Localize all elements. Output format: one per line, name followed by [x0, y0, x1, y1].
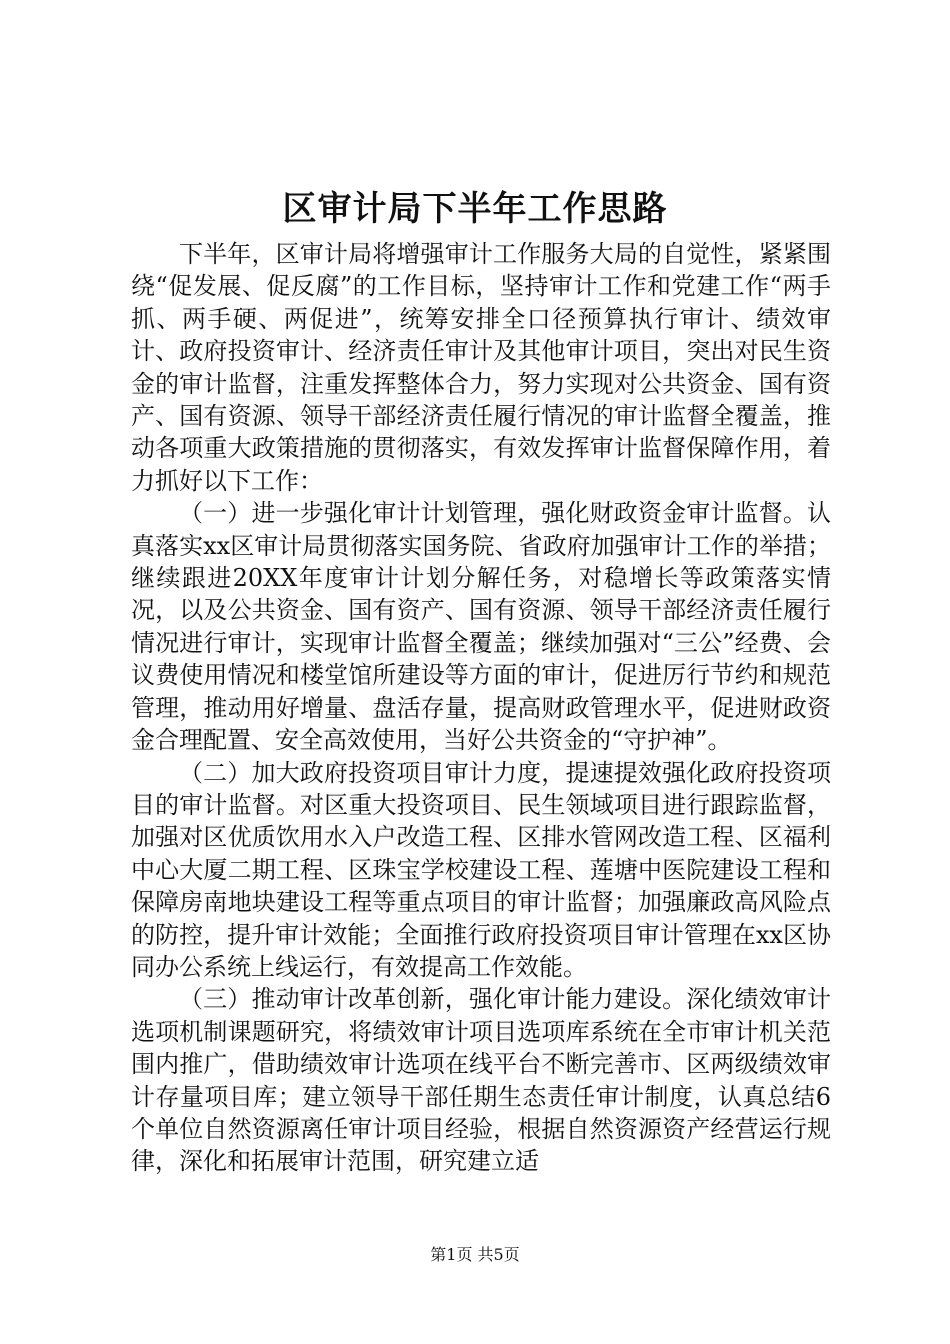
document-body [131, 238, 831, 1178]
document-title: 区审计局下半年工作思路 [282, 189, 668, 229]
paragraph-section-1: （一）进一步强化审计计划管理，强化财政资金审计监督。认真落实xx区审计局贯彻落实国务院、省政府加强审计工作的举措；继续跟进20XX年度审计计划分解任务，对稳增长等政策落实情况，以及公共资金、国有资产、国有资源、领导干部经济责任履行情况进行审计，实现审计监督全覆盖；继续加强对“三公”经费、会议费使用情况和楼堂馆所建设等方面的审计，促进厉行节约和规范管理，推动用好增量、盘活存量，提高财政管理水平，促进财政资金合理配置、安全高效使用，当好公共资金的“守护神”。 [131, 499, 831, 755]
paragraph-intro: 下半年，区审计局将增强审计工作服务大局的自觉性，紧紧围绕“促发展、促反腐”的工作目标，坚持审计工作和党建工作“两手抓、两手硬、两促进”，统筹安排全口径预算执行审计、绩效审计、政府投资审计、经济责任审计及其他审计项目，突出对民生资金的审计监督，注重发挥整体合力，努力实现对公共资金、国有资产、国有资源、领导干部经济责任履行情况的审计监督全覆盖，推动各项重大政策措施的贯彻落实，有效发挥审计监督保障作用，着力抓好以下工作： [131, 240, 831, 495]
paragraph-section-2: （二）加大政府投资项目审计力度，提速提效强化政府投资项目的审计监督。对区重大投资项目、民生领域项目进行跟踪监督，加强对区优质饮用水入户改造工程、区排水管网改造工程、区福利中心大厦二期工程、区珠宝学校建设工程、莲塘中医院建设工程和保障房南地块建设工程等重点项目的审计监督；加强廉政高风险点的防控，提升审计效能；全面推行政府投资项目审计管理在xx区协同办公系统上线运行，有效提高工作效能。 [131, 758, 831, 981]
page-footer: 第1页 共5页 [430, 1245, 520, 1264]
paragraph-section-3: （三）推动审计改革创新，强化审计能力建设。深化绩效审计选项机制课题研究，将绩效审计项目选项库系统在全市审计机关范围内推广，借助绩效审计选项在线平台不断完善市、区两级绩效审计存量项目库；建立领导干部任期生态责任审计制度，认真总结6个单位自然资源离任审计项目经验，根据自然资源资产经营运行规律，深化和拓展审计范围，研究建立适 [131, 985, 831, 1176]
